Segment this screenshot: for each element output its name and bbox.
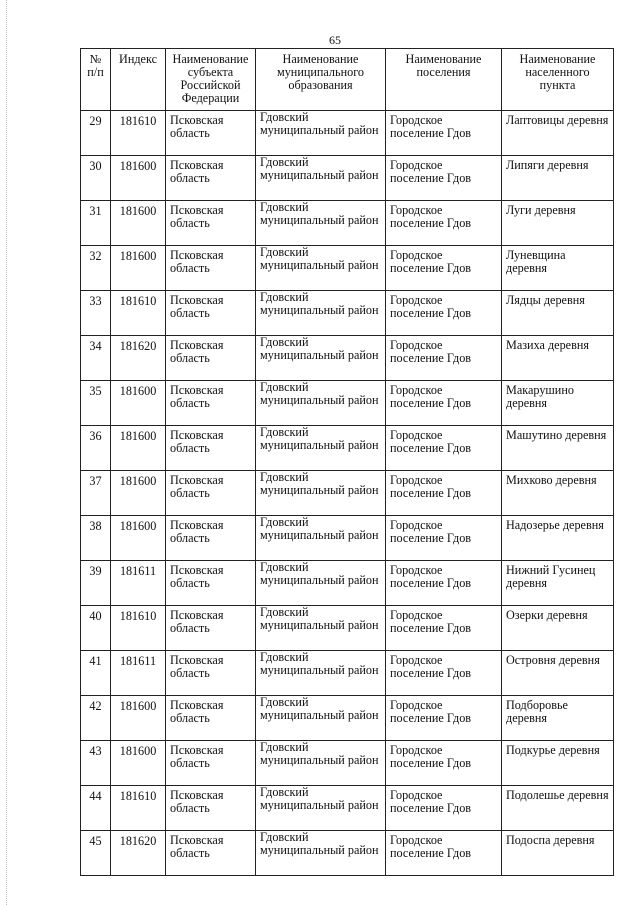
cell-settlement: Городское поселение Гдов bbox=[386, 516, 502, 561]
localities-table bbox=[80, 48, 614, 876]
cell-num: 41 bbox=[81, 651, 111, 696]
table-row bbox=[81, 696, 614, 741]
cell-subject: Псковская область bbox=[166, 111, 256, 156]
cell-num: 32 bbox=[81, 246, 111, 291]
cell-subject: Псковская область bbox=[166, 291, 256, 336]
cell-settlement: Городское поселение Гдов bbox=[386, 291, 502, 336]
table-header bbox=[81, 49, 614, 111]
cell-index: 181600 bbox=[111, 201, 166, 246]
table-row bbox=[81, 336, 614, 381]
table-row bbox=[81, 786, 614, 831]
cell-subject: Псковская область bbox=[166, 651, 256, 696]
cell-index: 181610 bbox=[111, 606, 166, 651]
header-index: Индекс bbox=[111, 49, 166, 111]
table-row bbox=[81, 246, 614, 291]
cell-index: 181620 bbox=[111, 336, 166, 381]
header-subject: Наименование субъекта Российской Федерации bbox=[166, 49, 256, 111]
cell-municipality: Гдовский муниципальный район bbox=[256, 786, 386, 831]
cell-index: 181600 bbox=[111, 381, 166, 426]
cell-municipality: Гдовский муниципальный район bbox=[256, 291, 386, 336]
cell-index: 181611 bbox=[111, 651, 166, 696]
cell-num: 29 bbox=[81, 111, 111, 156]
cell-num: 44 bbox=[81, 786, 111, 831]
cell-municipality: Гдовский муниципальный район bbox=[256, 156, 386, 201]
cell-index: 181610 bbox=[111, 786, 166, 831]
cell-num: 35 bbox=[81, 381, 111, 426]
cell-subject: Псковская область bbox=[166, 381, 256, 426]
cell-settlement: Городское поселение Гдов bbox=[386, 336, 502, 381]
table-row bbox=[81, 516, 614, 561]
cell-index: 181620 bbox=[111, 831, 166, 876]
cell-municipality: Гдовский муниципальный район bbox=[256, 426, 386, 471]
cell-municipality: Гдовский муниципальный район bbox=[256, 246, 386, 291]
cell-locality: Михково деревня bbox=[502, 471, 614, 516]
cell-subject: Псковская область bbox=[166, 426, 256, 471]
cell-locality: Луги деревня bbox=[502, 201, 614, 246]
cell-num: 34 bbox=[81, 336, 111, 381]
header-locality: Наименование населенного пункта bbox=[502, 49, 614, 111]
cell-municipality: Гдовский муниципальный район bbox=[256, 741, 386, 786]
cell-subject: Псковская область bbox=[166, 831, 256, 876]
cell-subject: Псковская область bbox=[166, 561, 256, 606]
table-row bbox=[81, 471, 614, 516]
cell-index: 181600 bbox=[111, 246, 166, 291]
cell-locality: Надозерье деревня bbox=[502, 516, 614, 561]
cell-subject: Псковская область bbox=[166, 471, 256, 516]
cell-num: 38 bbox=[81, 516, 111, 561]
scan-edge-line bbox=[6, 0, 8, 905]
cell-settlement: Городское поселение Гдов bbox=[386, 426, 502, 471]
cell-locality: Макарушино деревня bbox=[502, 381, 614, 426]
cell-settlement: Городское поселение Гдов bbox=[386, 786, 502, 831]
cell-locality: Островня деревня bbox=[502, 651, 614, 696]
cell-subject: Псковская область bbox=[166, 786, 256, 831]
cell-num: 42 bbox=[81, 696, 111, 741]
cell-municipality: Гдовский муниципальный район bbox=[256, 336, 386, 381]
cell-num: 39 bbox=[81, 561, 111, 606]
cell-locality: Луневщина деревня bbox=[502, 246, 614, 291]
cell-settlement: Городское поселение Гдов bbox=[386, 606, 502, 651]
table-row bbox=[81, 561, 614, 606]
cell-num: 31 bbox=[81, 201, 111, 246]
cell-settlement: Городское поселение Гдов bbox=[386, 831, 502, 876]
cell-municipality: Гдовский муниципальный район bbox=[256, 381, 386, 426]
cell-settlement: Городское поселение Гдов bbox=[386, 201, 502, 246]
cell-index: 181600 bbox=[111, 471, 166, 516]
cell-num: 36 bbox=[81, 426, 111, 471]
cell-index: 181611 bbox=[111, 561, 166, 606]
cell-locality: Озерки деревня bbox=[502, 606, 614, 651]
cell-locality: Лядцы деревня bbox=[502, 291, 614, 336]
cell-locality: Подборовье деревня bbox=[502, 696, 614, 741]
cell-settlement: Городское поселение Гдов bbox=[386, 246, 502, 291]
cell-settlement: Городское поселение Гдов bbox=[386, 651, 502, 696]
header-num: № п/п bbox=[81, 49, 111, 111]
cell-settlement: Городское поселение Гдов bbox=[386, 696, 502, 741]
cell-index: 181600 bbox=[111, 696, 166, 741]
cell-num: 43 bbox=[81, 741, 111, 786]
cell-index: 181600 bbox=[111, 426, 166, 471]
cell-municipality: Гдовский муниципальный район bbox=[256, 696, 386, 741]
cell-subject: Псковская область bbox=[166, 156, 256, 201]
cell-locality: Нижний Гусинец деревня bbox=[502, 561, 614, 606]
cell-locality: Липяги деревня bbox=[502, 156, 614, 201]
cell-subject: Псковская область bbox=[166, 606, 256, 651]
table-row bbox=[81, 291, 614, 336]
cell-index: 181610 bbox=[111, 291, 166, 336]
cell-num: 45 bbox=[81, 831, 111, 876]
cell-settlement: Городское поселение Гдов bbox=[386, 471, 502, 516]
cell-num: 30 bbox=[81, 156, 111, 201]
cell-subject: Псковская область bbox=[166, 516, 256, 561]
header-municipality: Наименование муниципального образования bbox=[256, 49, 386, 111]
cell-locality: Лаптовицы деревня bbox=[502, 111, 614, 156]
cell-num: 40 bbox=[81, 606, 111, 651]
table-row bbox=[81, 831, 614, 876]
cell-settlement: Городское поселение Гдов bbox=[386, 741, 502, 786]
header-row bbox=[81, 49, 614, 111]
table-row bbox=[81, 156, 614, 201]
table-row bbox=[81, 651, 614, 696]
cell-subject: Псковская область bbox=[166, 741, 256, 786]
table-row bbox=[81, 111, 614, 156]
cell-municipality: Гдовский муниципальный район bbox=[256, 471, 386, 516]
cell-municipality: Гдовский муниципальный район bbox=[256, 651, 386, 696]
cell-subject: Псковская область bbox=[166, 246, 256, 291]
cell-locality: Подоспа деревня bbox=[502, 831, 614, 876]
page-number: 65 bbox=[329, 33, 341, 47]
cell-locality: Подолешье деревня bbox=[502, 786, 614, 831]
cell-locality: Машутино деревня bbox=[502, 426, 614, 471]
cell-index: 181610 bbox=[111, 111, 166, 156]
cell-settlement: Городское поселение Гдов bbox=[386, 381, 502, 426]
table-row bbox=[81, 606, 614, 651]
table-row bbox=[81, 381, 614, 426]
cell-locality: Подкурье деревня bbox=[502, 741, 614, 786]
header-settlement: Наименование поселения bbox=[386, 49, 502, 111]
cell-subject: Псковская область bbox=[166, 696, 256, 741]
cell-subject: Псковская область bbox=[166, 336, 256, 381]
cell-num: 37 bbox=[81, 471, 111, 516]
cell-index: 181600 bbox=[111, 741, 166, 786]
cell-municipality: Гдовский муниципальный район bbox=[256, 201, 386, 246]
cell-municipality: Гдовский муниципальный район bbox=[256, 561, 386, 606]
table-body bbox=[81, 111, 614, 876]
cell-index: 181600 bbox=[111, 516, 166, 561]
cell-municipality: Гдовский муниципальный район bbox=[256, 111, 386, 156]
cell-settlement: Городское поселение Гдов bbox=[386, 561, 502, 606]
cell-municipality: Гдовский муниципальный район bbox=[256, 516, 386, 561]
cell-municipality: Гдовский муниципальный район bbox=[256, 831, 386, 876]
table-row bbox=[81, 426, 614, 471]
table-row bbox=[81, 741, 614, 786]
cell-municipality: Гдовский муниципальный район bbox=[256, 606, 386, 651]
table-row bbox=[81, 201, 614, 246]
cell-settlement: Городское поселение Гдов bbox=[386, 111, 502, 156]
cell-locality: Мазиха деревня bbox=[502, 336, 614, 381]
cell-index: 181600 bbox=[111, 156, 166, 201]
cell-subject: Псковская область bbox=[166, 201, 256, 246]
cell-settlement: Городское поселение Гдов bbox=[386, 156, 502, 201]
cell-num: 33 bbox=[81, 291, 111, 336]
